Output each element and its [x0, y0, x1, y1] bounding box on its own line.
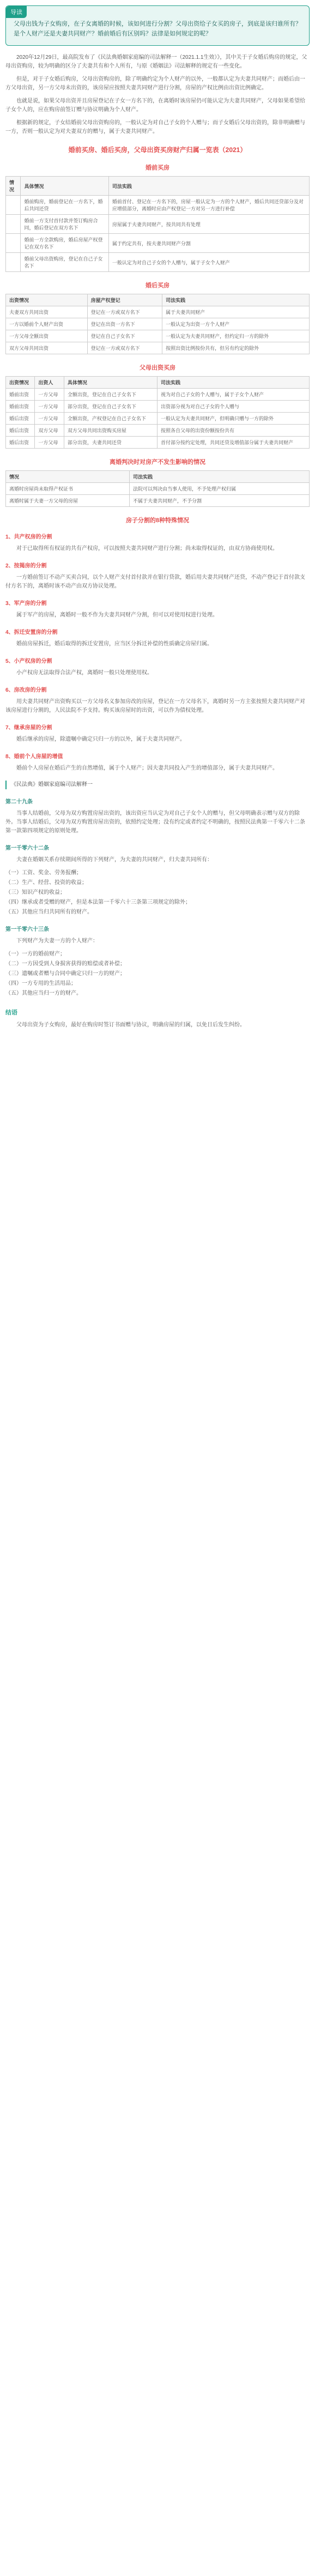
table-after — [5, 294, 310, 354]
table-row: 婚前父母出资购房，登记在自己子女名下 一般认定为对自己子女的个人赠与，属于子女个人财产 — [6, 253, 310, 272]
section-divorce — [5, 457, 310, 507]
table-row: 一方以婚前个人财产出资 登记在出资一方名下 一般认定为出资一方个人财产 — [6, 318, 310, 330]
divide-item-5-text: 小产权房无法取得合法产权，离婚时一般只处理使用权。 — [16, 670, 153, 676]
section-after — [5, 281, 310, 354]
table-row: 一方父母全额出资 登记在自己子女名下 一般认定为夫妻共同财产，但约定归一方的除外 — [6, 330, 310, 342]
list-item: （三）遗嘱或者赠与合同中确定只归一方的财产； — [5, 971, 125, 977]
divide-item-1-text: 对于已取得所有权证的共有产权房，可以按照夫妻共同财产进行分割；尚未取得权证的，由双方协商使用权。 — [16, 546, 278, 552]
divide-item-4-title: 4、拆迁安置房的分割 — [5, 630, 58, 636]
table-row: 离婚时房屋尚未取得产权证书 法院可以判决由当事人使用，不予处理产权归属 — [6, 483, 310, 495]
intro-card — [5, 5, 310, 46]
table-parents-header-2: 出资人 — [35, 377, 64, 389]
table-before-header-2: 具体情况 — [21, 177, 108, 196]
divide-item-4-text: 婚前房屋拆迁，婚后取得的拆迁安置房，应当区分拆迁补偿的性质确定房屋归属。 — [16, 641, 213, 647]
section-parents-title: 父母出资买房 — [140, 365, 175, 371]
table-row: 婚前一方全款购房，婚后房屋产权登记在双方名下 属于约定共有，按夫妻共同财产分割 — [6, 234, 310, 253]
paragraph-2: 但是，对于子女婚后购房，父母出资购房的，除了明确约定为个人财产的以外，一般都认定为夫妻共同财产；而婚后由一方父母出资，另一方父母未出资的，该房屋应按照夫妻共同财产进行分割，房屋的产权比例由出资比例确定。 — [5, 76, 305, 91]
section-before-title: 婚前买房 — [146, 165, 169, 171]
table-divorce-header-2: 司法实践 — [130, 471, 310, 483]
table-row: 婚前购房，婚前登记在一方名下，婚后共同还贷 婚前首付、登记在一方名下的，房屋一般认定为一方的个人财产，婚后共同还贷部分及对应增值部分，离婚时应由产权登记一方对另一方进行补偿 — [6, 196, 310, 215]
law-quote: 《民法典》婚姻家庭编司法解释一 — [5, 781, 310, 789]
list-item: （五）其他应当归一方的财产。 — [5, 990, 82, 996]
list-item: （二）生产、经营、投资的收益； — [5, 880, 87, 886]
personal-property-list — [5, 950, 310, 998]
law-2-text: 夫妻在婚姻关系存续期间所得的下列财产，为夫妻的共同财产，归夫妻共同所有： — [16, 857, 213, 863]
table-parents-header-3: 具体情况 — [64, 377, 157, 389]
table-after-header-2: 房屋产权登记 — [87, 294, 162, 306]
divide-item-2-title: 2、按揭房的分割 — [5, 563, 47, 569]
list-item: （三）知识产权的收益； — [5, 890, 65, 896]
table-row: 婚后出资 一方父母 全额出资，产权登记在自己子女名下 一般认定为夫妻共同财产，但明确只赠与一方的除外 — [6, 413, 310, 425]
table-row: 婚前出资 一方父母 部分出资，登记在自己子女名下 出资部分视为对自己子女的个人赠与 — [6, 401, 310, 413]
section-divorce-title: 离婚判决时对房产不发生影响的情况 — [110, 459, 205, 465]
divide-item-8-text: 婚前个人房屋在婚后产生的自然增值，属于个人财产；因夫妻共同投入产生的增值部分，属于夫妻共同财产。 — [16, 765, 278, 771]
table-row: 婚后出资 一方父母 部分出资，夫妻共同还贷 首付部分按约定处理，共同还贷及增值部分属于夫妻共同财产 — [6, 437, 310, 449]
table-divorce-header-1: 情况 — [6, 471, 130, 483]
list-item: （四）继承或者受赠的财产，但是本法第一千零六十三条第三项规定的除外； — [5, 899, 191, 905]
table-row: 婚前出资 一方父母 全额出资，登记在自己子女名下 视为对自己子女的个人赠与，属于子女个人财产 — [6, 389, 310, 401]
paragraph-4: 根据新的规定，子女结婚前父母出资购房的，一般认定为对自己子女的个人赠与；而子女婚后父母出资的，除非明确赠与一方，否则一般认定为对夫妻双方的赠与，属于夫妻共同财产。 — [5, 120, 305, 135]
section-parents — [5, 363, 310, 449]
table-parents-header-1: 出资情况 — [6, 377, 35, 389]
table-after-header-3: 司法实践 — [162, 294, 310, 306]
section-after-title: 婚后买房 — [146, 282, 169, 289]
divide-item-6-text: 用夫妻共同财产出资购买以一方父母名义参加房改的房屋，登记在一方父母名下，离婚时另一方主张按照夫妻共同财产对该房屋进行分割的，人民法院不予支持。购买该房屋时的出资，可以作为债权处理。 — [5, 699, 305, 713]
law-3-text: 下列财产为夫妻一方的个人财产： — [16, 938, 98, 944]
intro-text: 父母出钱为子女购房，在子女离婚的时候，该如何进行分割？父母出资给子女买的房子，到底是该归谁所有？是个人财产还是夫妻共同财产？婚前婚后有区别吗？法律是如何规定的呢？ — [14, 21, 301, 37]
paragraph-1: 2020年12月29日，最高院发布了《民法典婚姻家庭编的司法解释一（2021.1.1生效）》，其中关于子女婚后购房的规定，父母出资购房，较为明确的区分了夫妻共有和个人所有，与原《婚姻法》司法解释的规定有一些变化。 — [5, 55, 307, 69]
intro-tag: 导读 — [6, 6, 27, 18]
main-section-title: 婚前买房、婚后买房，父母出资买房财产归属一览表（2021） — [68, 146, 247, 154]
divide-item-3-title: 3、军产房的分割 — [5, 601, 47, 607]
table-divorce — [5, 470, 310, 507]
table-before-header-3: 司法实践 — [108, 177, 309, 196]
footer-title: 结语 — [5, 1009, 17, 1016]
law-1-text: 当事人结婚前，父母为双方购置房屋出资的，该出资应当认定为对自己子女个人的赠与，但父母明确表示赠与双方的除外。当事人结婚后，父母为双方购置房屋出资的，依照约定处理；没有约定或者约定不明确的，按照民法典第一千零六十二条第一款第四项规定的原则处理。 — [5, 811, 305, 834]
list-item: （一）工资、奖金、劳务报酬； — [5, 870, 82, 876]
law-3-title: 第一千零六十三条 — [5, 927, 49, 933]
list-item: （二）一方因受到人身损害获得的赔偿或者补偿； — [5, 961, 125, 967]
bottom-space — [0, 1034, 315, 1050]
divide-item-1-title: 1、共产权房的分割 — [5, 534, 52, 540]
section-divide — [5, 516, 310, 773]
common-property-list — [5, 869, 310, 917]
divide-item-8-title: 8、婚前个人房屋的增值 — [5, 754, 63, 760]
law-2-title: 第一千零六十二条 — [5, 845, 49, 851]
section-divide-title: 房子分割的8种特殊情况 — [125, 517, 190, 524]
intro-paragraphs — [5, 53, 310, 136]
divide-item-3-text: 属于军产的房屋，离婚时一般不作为夫妻共同财产分割，但可以对使用权进行处理。 — [16, 612, 218, 618]
divide-item-6-title: 6、房改房的分割 — [5, 687, 47, 693]
list-item: （五）其他应当归共同所有的财产。 — [5, 909, 93, 915]
table-row: 离婚时属于夫妻一方父母的房屋 不属于夫妻共同财产，不予分割 — [6, 495, 310, 507]
law-1-title: 第二十九条 — [5, 799, 33, 805]
table-after-header-1: 出资情况 — [6, 294, 88, 306]
list-item: （四）一方专用的生活用品； — [5, 981, 76, 987]
table-row: 婚后出资 双方父母 双方父母共同出资购买房屋 按照各自父母的出资份额按份共有 — [6, 425, 310, 437]
divide-item-7-text: 婚后继承的房屋，除遗嘱中确定只归一方的以外，属于夫妻共同财产。 — [16, 736, 185, 742]
table-row: 婚前一方支付首付款并签订购房合同，婚后登记在双方名下 房屋属于夫妻共同财产，按共同共有处理 — [6, 215, 310, 234]
divide-item-7-title: 7、继承房屋的分割 — [5, 725, 52, 731]
list-item: （一）一方的婚前财产； — [5, 951, 65, 957]
table-row: 双方父母共同出资 登记在一方或双方名下 按照出资比例按份共有，但另有约定的除外 — [6, 342, 310, 354]
law-section — [5, 781, 310, 1030]
divide-item-5-title: 5、小产权房的分割 — [5, 658, 52, 664]
table-before — [5, 176, 310, 272]
table-before-header-1: 情况 — [6, 177, 21, 196]
table-parents — [5, 376, 310, 449]
table-parents-header-4: 司法实践 — [157, 377, 309, 389]
divide-item-2-text: 一方婚前签订不动产买卖合同，以个人财产支付首付款并在银行贷款，婚后用夫妻共同财产还贷，不动产登记于首付款支付方名下的，离婚时该不动产由双方协议处理。 — [5, 575, 305, 589]
footer-text: 父母出资为子女购房，最好在购房时签订书面赠与协议，明确房屋的归属，以免日后发生纠纷。 — [16, 1022, 245, 1028]
table-row: 夫妻双方共同出资 登记在一方或双方名下 属于夫妻共同财产 — [6, 306, 310, 318]
paragraph-3: 也就是说，如果父母出资并且房屋登记在子女一方名下的，在离婚时该房屋仍可能认定为夫妻共同财产，父母如果希望给子女个人的，应在购房前签订赠与协议明确为个人财产。 — [5, 98, 305, 113]
section-before — [5, 163, 310, 272]
